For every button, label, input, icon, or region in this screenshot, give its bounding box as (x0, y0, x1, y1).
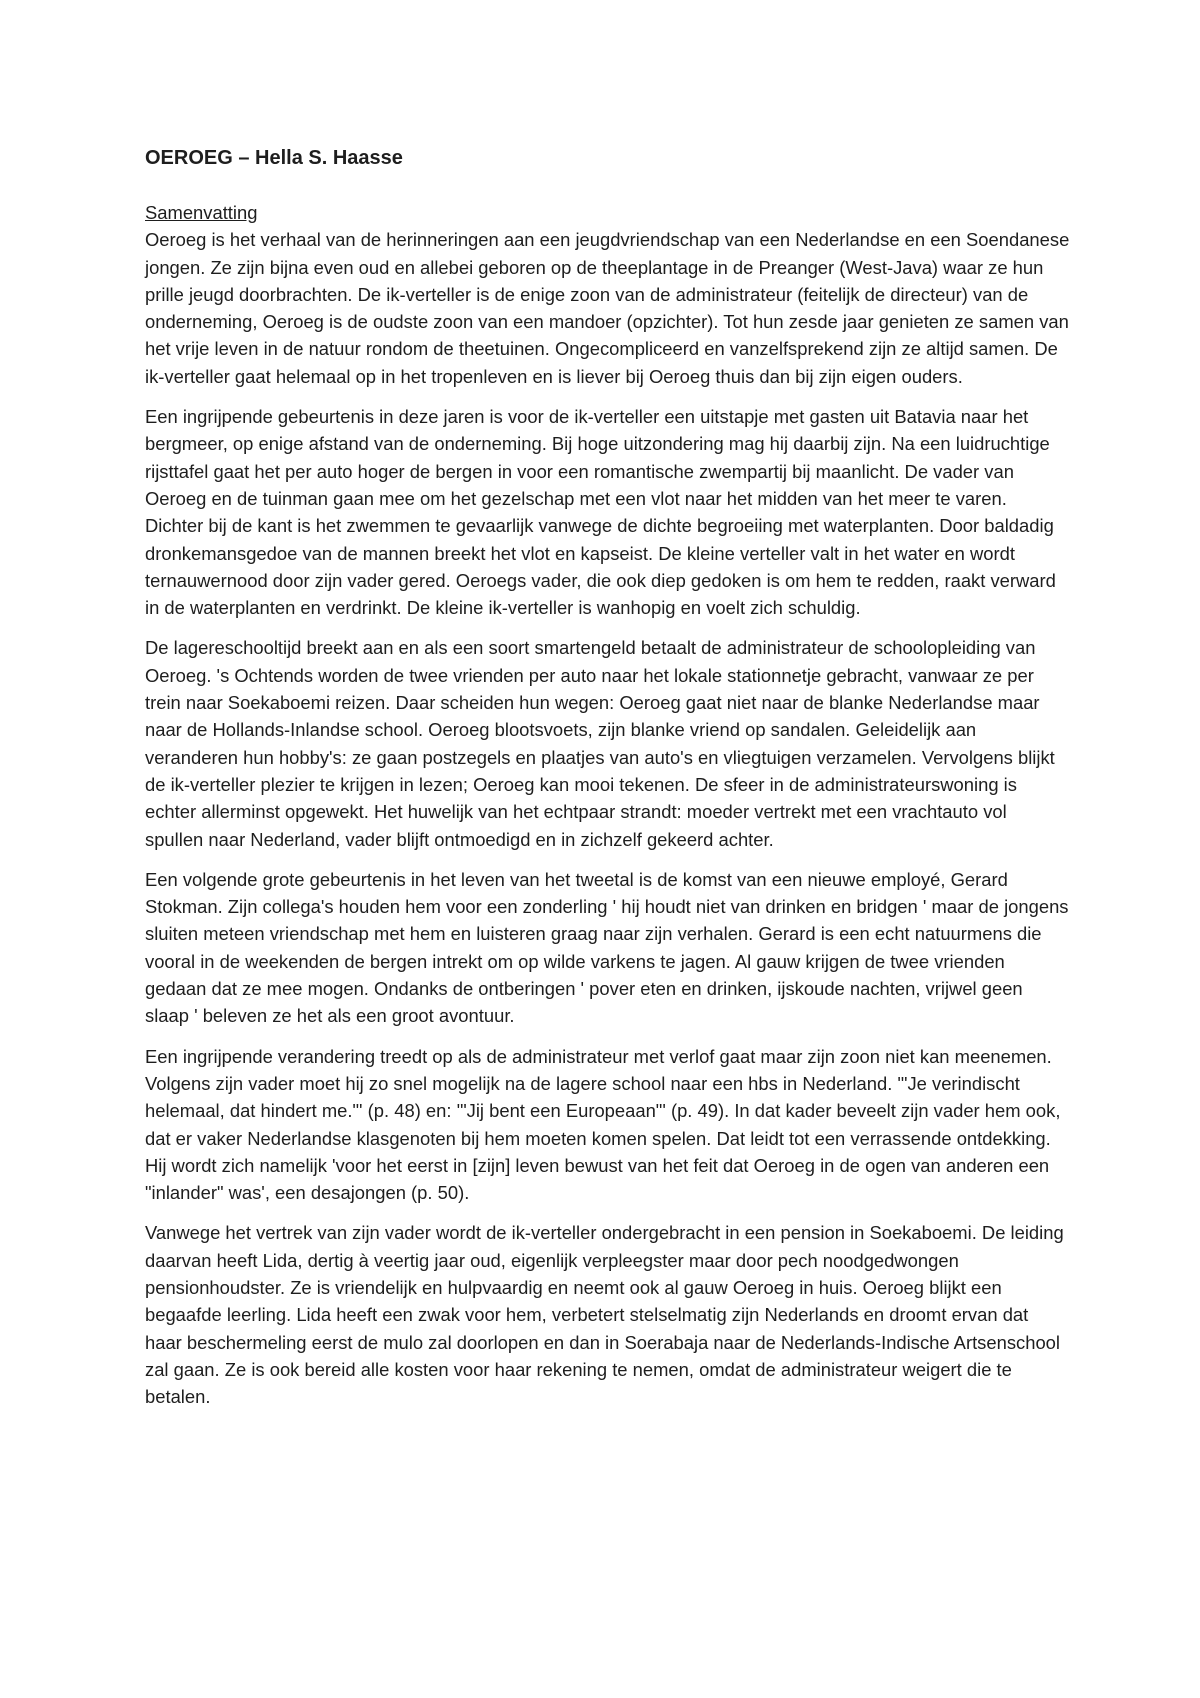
document-title: OEROEG – Hella S. Haasse (145, 147, 403, 169)
paragraph-6: Vanwege het vertrek van zijn vader wordt de ik-verteller ondergebracht in een pension in Soekaboemi. De leiding daarvan heeft Lida, dertig à veertig jaar oud, eigenlijk verpleegster maar door pech noodgedwongen pensionhoudster. Ze is vriendelijk en hulpvaardig en neemt ook al gauw Oeroeg in huis. Oeroeg blijkt een begaafde leerling. Lida heeft een zwak voor hem, verbetert stelselmatig zijn Nederlands en droomt ervan dat haar beschermeling eerst de mulo zal doorlopen en dan in Soerabaja naar de Nederlands-Indische Artsenschool zal gaan. Ze is ook bereid alle kosten voor haar rekening te nemen, omdat de administrateur weigert die te betalen. (145, 1222, 1064, 1408)
document-page (145, 144, 1070, 1423)
paragraph-4: Een volgende grote gebeurtenis in het leven van het tweetal is de komst van een nieuwe employé, Gerard Stokman. Zijn collega's houden hem voor een zonderling ' hij houdt niet van drinken en bridgen ' maar de jongens sluiten meteen vriendschap met hem en luisteren graag naar zijn verhalen. Gerard is een echt natuurmens die vooral in de weekenden de bergen intrekt om op wilde varkens te jagen. Al gauw krijgen de twee vrienden gedaan dat ze mee mogen. Ondanks de ontberingen ' pover eten en drinken, ijskoude nachten, vrijwel geen slaap ' beleven ze het als een groot avontuur. (145, 868, 1069, 1027)
section-heading-samenvatting: Samenvatting (145, 202, 258, 223)
paragraph-5: Een ingrijpende verandering treedt op als de administrateur met verlof gaat maar zijn zoon niet kan meenemen. Volgens zijn vader moet hij zo snel mogelijk na de lagere school naar een hbs in Nederland. '"Je verindischt helemaal, dat hindert me."' (p. 48) en: '"Jij bent een Europeaan"' (p. 49). In dat kader beveelt zijn vader hem ook, dat er vaker Nederlandse klasgenoten bij hem moeten komen spelen. Dat leidt tot een verrassende ontdekking. Hij wordt zich namelijk 'voor het eerst in [zijn] leven bewust van het feit dat Oeroeg in de ogen van anderen een "inlander" was', een desajongen (p. 50). (145, 1045, 1061, 1204)
paragraph-3: De lagereschooltijd breekt aan en als een soort smartengeld betaalt de administrateur de schoolopleiding van Oeroeg. 's Ochtends worden de twee vrienden per auto naar het lokale stationnetje gebracht, vanwaar ze per trein naar Soekaboemi reizen. Daar scheiden hun wegen: Oeroeg gaat niet naar de blanke Nederlandse maar naar de Hollands-Inlandse school. Oeroeg blootsvoets, zijn blanke vriend op sandalen. Geleidelijk aan veranderen hun hobby's: ze gaan postzegels en plaatjes van auto's en vliegtuigen verzamelen. Vervolgens blijkt de ik-verteller plezier te krijgen in lezen; Oeroeg kan mooi tekenen. De sfeer in de administrateurswoning is echter allerminst opgewekt. Het huwelijk van het echtpaar strandt: moeder vertrekt met een vrachtauto vol spullen naar Nederland, vader blijft ontmoedigd en in zichzelf gekeerd achter. (145, 637, 1055, 850)
paragraph-2: Een ingrijpende gebeurtenis in deze jaren is voor de ik-verteller een uitstapje met gasten uit Batavia naar het bergmeer, op enige afstand van de onderneming. Bij hoge uitzondering mag hij daarbij zijn. Na een luidruchtige rijsttafel gaat het per auto hoger de bergen in voor een romantische zwempartij bij maanlicht. De vader van Oeroeg en de tuinman gaan mee om het gezelschap met een vlot naar het midden van het meer te varen. Dichter bij de kant is het zwemmen te gevaarlijk vanwege de dichte begroeiing met waterplanten. Door baldadig dronkemansgedoe van de mannen breekt het vlot en kapseist. De kleine verteller valt in het water en wordt ternauwernood door zijn vader gered. Oeroegs vader, die ook diep gedoken is om hem te redden, raakt verward in de waterplanten en verdrinkt. De kleine ik-verteller is wanhopig en voelt zich schuldig. (145, 406, 1056, 619)
paragraph-1: Oeroeg is het verhaal van de herinneringen aan een jeugdvriendschap van een Nederlandse en een Soendanese jongen. Ze zijn bijna even oud en allebei geboren op de theeplantage in de Preanger (West-Java) waar ze hun prille jeugd doorbrachten. De ik-verteller is de enige zoon van de administrateur (feitelijk de directeur) van de onderneming, Oeroeg is de oudste zoon van een mandoer (opzichter). Tot hun zesde jaar genieten ze samen van het vrije leven in de natuur rondom de theetuinen. Ongecompliceerd en vanzelfsprekend zijn ze altijd samen. De ik-verteller gaat helemaal op in het tropenleven en is liever bij Oeroeg thuis dan bij zijn eigen ouders. (145, 229, 1070, 387)
